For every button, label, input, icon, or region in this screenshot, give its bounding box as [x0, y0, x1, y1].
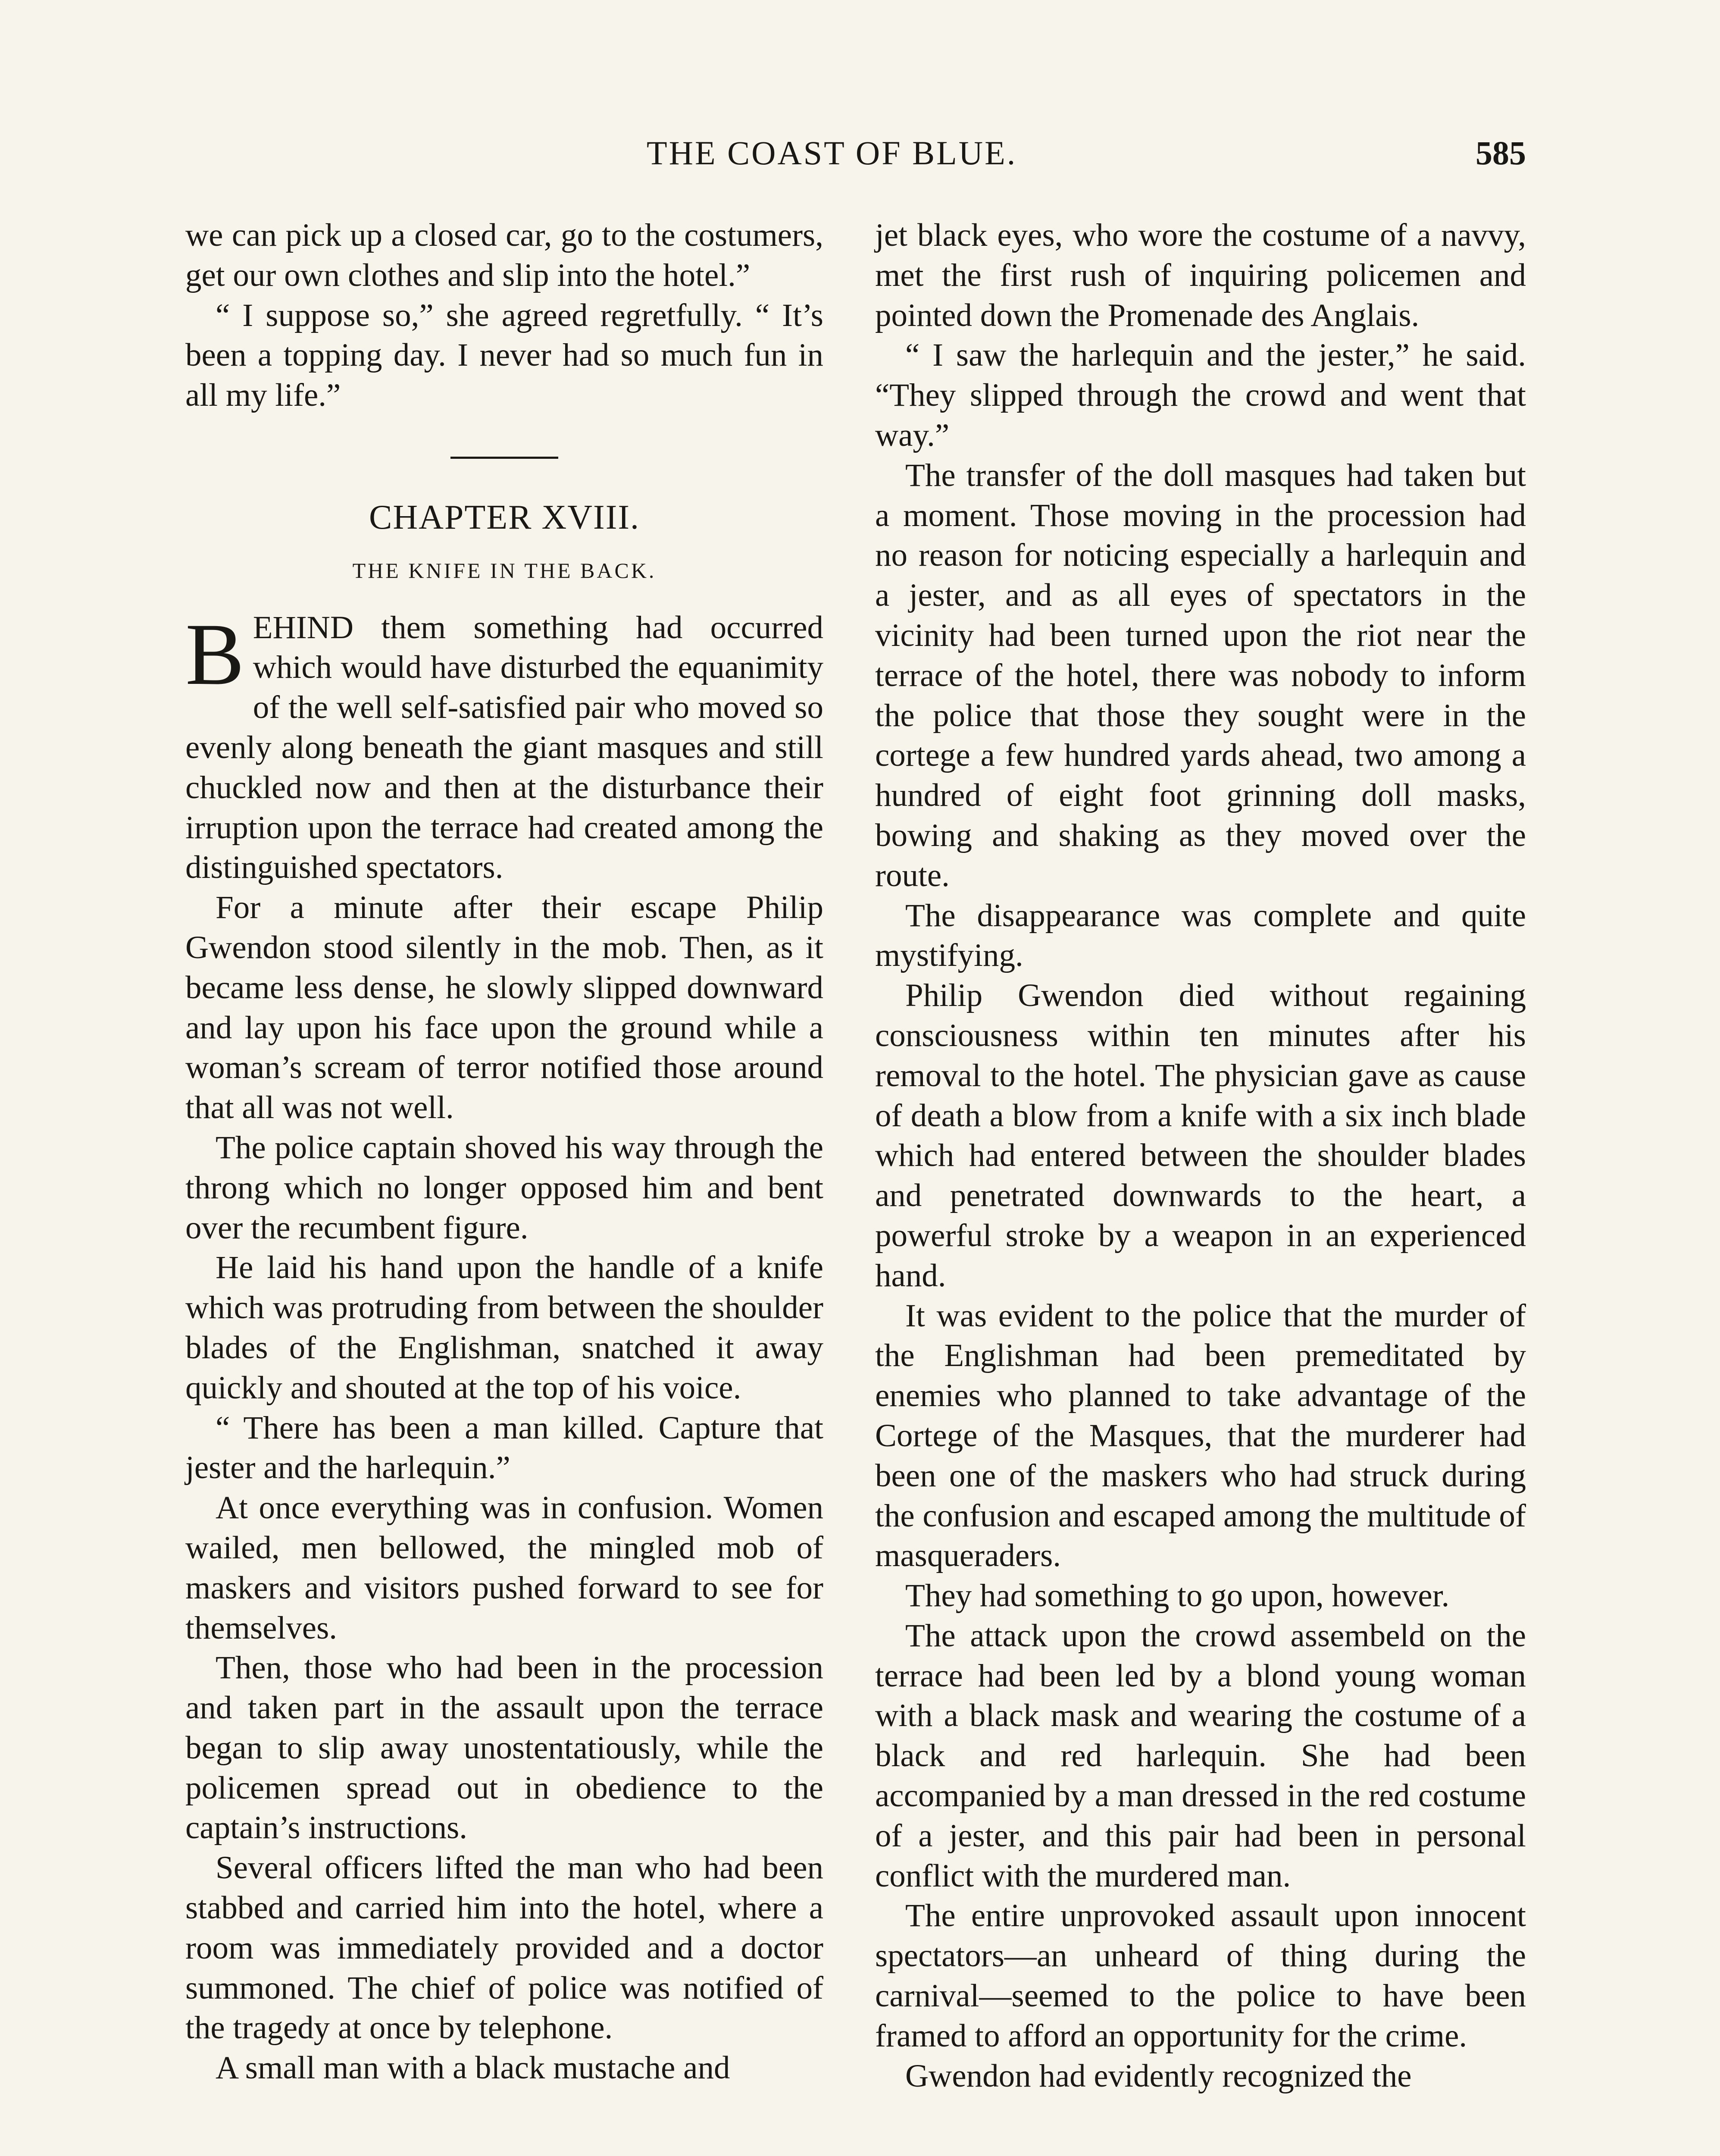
chapter-subtitle: THE KNIFE IN THE BACK.: [352, 558, 657, 583]
opening-text: EHIND them something had occurred which would have disturbed the equanimity of the well self-satisfied pair who moved so evenly along beneath the giant masques and still chuckled now and then at the disturbance their irruption upon the terrace had created among the distinguished spectators.: [185, 609, 823, 886]
left-column: [185, 216, 823, 2088]
paragraph: The attack upon the crowd assembeld on the terrace had been led by a blond young woman with a black mask and wearing the costume of a black and red harlequin. She had been accompanied by a man dressed in the red costume of a jester, and this pair had been in personal conflict with the murdered man.: [875, 1617, 1526, 1894]
paragraph: They had something to go upon, however.: [905, 1578, 1450, 1614]
paragraph: At once everything was in confusion. Women wailed, men bellowed, the mingled mob of maskers and visitors pushed forward to see for themselves.: [185, 1490, 823, 1646]
paragraph: we can pick up a closed car, go to the costumers, get our own clothes and slip into the hotel.”: [185, 217, 823, 293]
paragraph: The entire unprovoked assault upon innocent spectators—an unheard of thing during the carnival—seemed to the police to have been framed to afford an opportunity for the crime.: [875, 1898, 1526, 2054]
running-title: THE COAST OF BLUE.: [647, 134, 1017, 172]
paragraph: “ There has been a man killed. Capture that jester and the harlequin.”: [185, 1410, 823, 1486]
paragraph: Several officers lifted the man who had been stabbed and carried him into the hotel, where a room was immediately provided and a doctor summoned. The chief of police was notified of the tragedy at once by telephone.: [185, 1850, 823, 2046]
section-divider: [450, 457, 558, 459]
paragraph: The disappearance was complete and quite mystifying.: [875, 897, 1526, 974]
paragraph: Philip Gwendon died without regaining consciousness within ten minutes after his removal to the hotel. The physician gave as cause of death a blow from a knife with a six inch blade which had entered between the shoulder blades and penetrated downwards to the heart, a powerful stroke by a weapon in an experienced hand.: [875, 978, 1526, 1294]
chapter-title: CHAPTER XVIII.: [369, 498, 640, 536]
opening-paragraph: [185, 605, 823, 888]
paragraph: Then, those who had been in the procession and taken part in the assault upon the terrace began to slip away unostentatiously, while the policemen spread out in obedience to the captain’s instructions.: [185, 1650, 823, 1846]
paragraph: jet black eyes, who wore the costume of a navvy, met the first rush of inquiring policemen and pointed down the Promenade des Anglais.: [875, 217, 1526, 333]
paragraph: “ I suppose so,” she agreed regretfully. “ It’s been a topping day. I never had so much fun in all my life.”: [185, 297, 823, 414]
paragraph: Gwendon had evidently recognized the: [905, 2058, 1412, 2094]
paragraph: The transfer of the doll masques had taken but a moment. Those moving in the procession had no reason for noticing especially a harlequin and a jester, and as all eyes of spectators in the vicinity had been turned upon the riot near the terrace of the hotel, there was nobody to inform the police that those they sought were in the cortege a few hundred yards ahead, two among a hundred of eight foot grinning doll masks, bowing and shaking as they moved over the route.: [875, 457, 1526, 893]
paragraph: “ I saw the harlequin and the jester,” he said. “They slipped through the crowd and went that way.”: [875, 337, 1526, 453]
paragraph: It was evident to the police that the murder of the Englishman had been premeditated by enemies who planned to take advantage of the Cortege of the Masques, that the murderer had been one of the maskers who had struck during the confusion and escaped among the multitude of masqueraders.: [875, 1297, 1526, 1574]
drop-cap: B: [185, 605, 244, 703]
paragraph: For a minute after their escape Philip Gwendon stood silently in the mob. Then, as it became less dense, he slowly slipped downward and lay upon his face upon the ground while a woman’s scream of terror notified those around that all was not well.: [185, 890, 823, 1126]
page-number: 585: [1476, 134, 1526, 172]
paragraph: A small man with a black mustache and: [216, 2050, 730, 2086]
page-header: [0, 129, 1720, 181]
right-column: [875, 216, 1526, 2096]
paragraph: He laid his hand upon the handle of a knife which was protruding from between the shoulder blades of the Englishman, snatched it away quickly and shouted at the top of his voice.: [185, 1250, 823, 1406]
paragraph: The police captain shoved his way through the throng which no longer opposed him and bent over the recumbent figure.: [185, 1129, 823, 1246]
